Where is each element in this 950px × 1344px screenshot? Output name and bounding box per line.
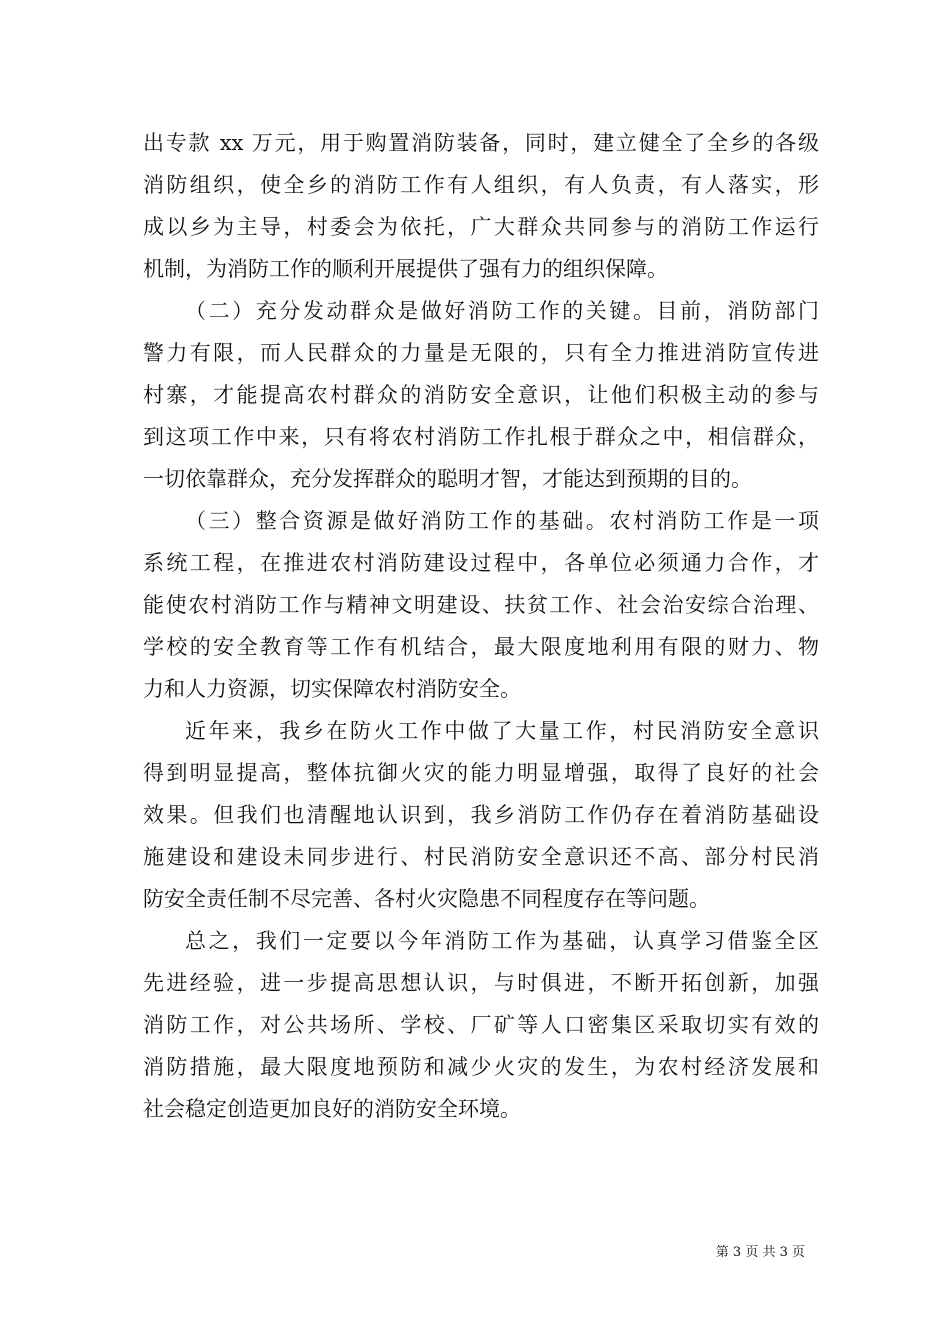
paragraph-line: 总之，我们一定要以今年消防工作为基础，认真学习借鉴全区 [185, 929, 819, 953]
paragraph-line: 防安全责任制不尽完善、各村火灾隐患不同程度存在等问题。 [143, 887, 710, 911]
paragraph-4 [143, 710, 819, 920]
paragraph-line: 能使农村消防工作与精神文明建设、扶贫工作、社会治安综合治理、 [143, 593, 819, 617]
paragraph-line: 到这项工作中来，只有将农村消防工作扎根于群众之中，相信群众， [143, 425, 819, 449]
paragraph-line: 消防工作，对公共场所、学校、厂矿等人口密集区采取切实有效的 [143, 1013, 819, 1037]
paragraph-2 [143, 290, 819, 500]
paragraph-line: 力和人力资源，切实保障农村消防安全。 [143, 677, 521, 701]
paragraph-3 [143, 500, 819, 710]
paragraph-line: 得到明显提高，整体抗御火灾的能力明显增强，取得了良好的社会 [143, 761, 819, 785]
paragraph-line: 社会稳定创造更加良好的消防安全环境。 [143, 1097, 521, 1121]
page-number-footer: 第 3 页 共 3 页 [715, 1245, 805, 1260]
paragraph-line: 消防组织，使全乡的消防工作有人组织，有人负责，有人落实，形 [143, 173, 819, 197]
paragraph-line: 近年来，我乡在防火工作中做了大量工作，村民消防安全意识 [185, 719, 819, 743]
paragraph-line: 成以乡为主导，村委会为依托，广大群众共同参与的消防工作运行 [143, 215, 819, 239]
paragraph-line: 学校的安全教育等工作有机结合，最大限度地利用有限的财力、物 [143, 635, 819, 659]
paragraph-5 [143, 920, 819, 1130]
paragraph-1 [143, 122, 819, 290]
paragraph-line: 效果。但我们也清醒地认识到，我乡消防工作仍存在着消防基础设 [143, 803, 819, 827]
paragraph-line: 消防措施，最大限度地预防和减少火灾的发生，为农村经济发展和 [143, 1055, 819, 1079]
paragraph-line: 施建设和建设未同步进行、村民消防安全意识还不高、部分村民消 [143, 845, 819, 869]
paragraph-line: 出专款 xx 万元，用于购置消防装备，同时，建立健全了全乡的各级 [143, 131, 819, 155]
paragraph-line: （三）整合资源是做好消防工作的基础。农村消防工作是一项 [185, 509, 819, 533]
document-body [143, 122, 819, 1130]
paragraph-line: 村寨，才能提高农村群众的消防安全意识，让他们积极主动的参与 [143, 383, 819, 407]
paragraph-line: 警力有限，而人民群众的力量是无限的，只有全力推进消防宣传进 [143, 341, 819, 365]
paragraph-line: 一切依靠群众，充分发挥群众的聪明才智，才能达到预期的目的。 [143, 467, 752, 491]
paragraph-line: （二）充分发动群众是做好消防工作的关键。目前，消防部门 [185, 299, 819, 323]
paragraph-line: 系统工程，在推进农村消防建设过程中，各单位必须通力合作，才 [143, 551, 819, 575]
paragraph-line: 先进经验，进一步提高思想认识，与时俱进，不断开拓创新，加强 [143, 971, 819, 995]
paragraph-line: 机制，为消防工作的顺利开展提供了强有力的组织保障。 [143, 257, 668, 281]
